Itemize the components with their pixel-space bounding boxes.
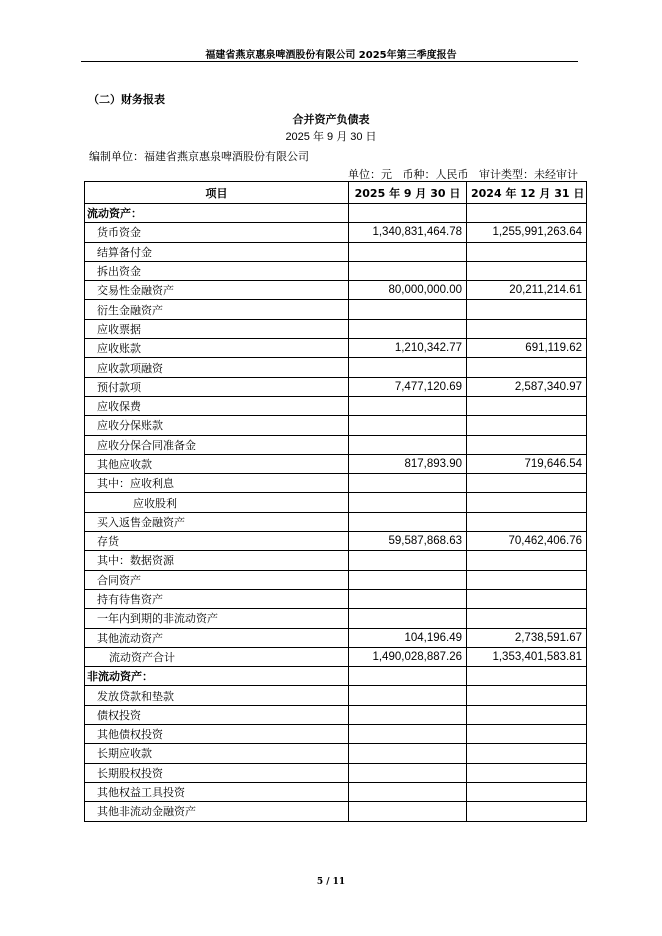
row-label: 债权投资 — [85, 705, 349, 724]
value-2024-12-31 — [467, 242, 587, 261]
table-row — [85, 319, 587, 338]
value-2025-09-30 — [349, 242, 467, 261]
value-2024-12-31: 691,119.62 — [467, 339, 587, 358]
value-2025-09-30 — [349, 763, 467, 782]
table-date: 2025 年 9 月 30 日 — [285, 131, 377, 143]
value-2025-09-30 — [349, 667, 467, 686]
table-row — [85, 223, 587, 242]
value-2025-09-30: 59,587,868.63 — [349, 532, 467, 551]
section-row — [85, 204, 587, 223]
table-row — [85, 686, 587, 705]
value-2024-12-31 — [467, 416, 587, 435]
value-2025-09-30 — [349, 474, 467, 493]
row-label: 流动资产： — [85, 204, 349, 223]
row-label: 发放贷款和垫款 — [85, 686, 349, 705]
table-row — [85, 435, 587, 454]
table-row — [85, 493, 587, 512]
row-label: 应收票据 — [85, 319, 349, 338]
value-2024-12-31 — [467, 551, 587, 570]
value-2024-12-31: 70,462,406.76 — [467, 532, 587, 551]
table-title: 合并资产负债表 — [292, 113, 370, 126]
value-2025-09-30 — [349, 725, 467, 744]
row-label: 其他非流动金融资产 — [85, 802, 349, 821]
value-2025-09-30: 1,340,831,464.78 — [349, 223, 467, 242]
value-2025-09-30: 7,477,120.69 — [349, 377, 467, 396]
column-header-item: 项目 — [85, 182, 349, 204]
table-row — [85, 551, 587, 570]
row-label: 合同资产 — [85, 570, 349, 589]
value-2025-09-30 — [349, 512, 467, 531]
table-row — [85, 763, 587, 782]
value-2025-09-30: 1,490,028,887.26 — [349, 647, 467, 666]
table-row — [85, 474, 587, 493]
value-2024-12-31 — [467, 686, 587, 705]
value-2025-09-30 — [349, 416, 467, 435]
row-label: 其中：应收利息 — [85, 474, 349, 493]
value-2024-12-31 — [467, 609, 587, 628]
row-label: 拆出资金 — [85, 261, 349, 280]
table-row — [85, 725, 587, 744]
value-2025-09-30 — [349, 204, 467, 223]
row-label: 应收分保合同准备金 — [85, 435, 349, 454]
value-2025-09-30 — [349, 396, 467, 415]
table-row — [85, 300, 587, 319]
table-row — [85, 609, 587, 628]
value-2025-09-30 — [349, 261, 467, 280]
table-row — [85, 261, 587, 280]
table-row — [85, 339, 587, 358]
value-2024-12-31 — [467, 512, 587, 531]
value-2025-09-30 — [349, 609, 467, 628]
value-2024-12-31 — [467, 725, 587, 744]
value-2025-09-30 — [349, 300, 467, 319]
value-2024-12-31: 2,587,340.97 — [467, 377, 587, 396]
row-label: 买入返售金融资产 — [85, 512, 349, 531]
value-2025-09-30 — [349, 744, 467, 763]
value-2025-09-30 — [349, 782, 467, 801]
table-row — [85, 454, 587, 473]
table-row — [85, 532, 587, 551]
value-2024-12-31 — [467, 763, 587, 782]
row-label: 应收分保账款 — [85, 416, 349, 435]
row-label: 预付款项 — [85, 377, 349, 396]
table-row — [85, 416, 587, 435]
value-2025-09-30: 80,000,000.00 — [349, 281, 467, 300]
table-row — [85, 570, 587, 589]
value-2024-12-31 — [467, 204, 587, 223]
value-2025-09-30 — [349, 493, 467, 512]
table-row — [85, 628, 587, 647]
row-label: 其他权益工具投资 — [85, 782, 349, 801]
table-row — [85, 512, 587, 531]
value-2025-09-30 — [349, 319, 467, 338]
currency-units: 单位：元 币种：人民币 审计类型：未经审计 — [348, 168, 578, 181]
row-label: 其他债权投资 — [85, 725, 349, 744]
value-2024-12-31: 1,255,991,263.64 — [467, 223, 587, 242]
table-header-row — [85, 182, 587, 204]
value-2025-09-30 — [349, 686, 467, 705]
row-label: 应收款项融资 — [85, 358, 349, 377]
value-2024-12-31: 2,738,591.67 — [467, 628, 587, 647]
compiling-unit: 编制单位：福建省燕京惠泉啤酒股份有限公司 — [89, 150, 309, 163]
row-label: 应收保费 — [85, 396, 349, 415]
value-2025-09-30 — [349, 802, 467, 821]
value-2025-09-30 — [349, 570, 467, 589]
column-header-2025-09-30: 2025 年 9 月 30 日 — [349, 182, 467, 204]
value-2024-12-31 — [467, 474, 587, 493]
table-row — [85, 744, 587, 763]
row-label: 其他应收款 — [85, 454, 349, 473]
value-2024-12-31 — [467, 261, 587, 280]
row-label: 应收股利 — [85, 493, 349, 512]
value-2025-09-30: 1,210,342.77 — [349, 339, 467, 358]
table-row — [85, 242, 587, 261]
value-2024-12-31: 1,353,401,583.81 — [467, 647, 587, 666]
row-label: 流动资产合计 — [85, 647, 349, 666]
value-2024-12-31 — [467, 319, 587, 338]
value-2025-09-30 — [349, 551, 467, 570]
row-label: 一年内到期的非流动资产 — [85, 609, 349, 628]
row-label: 长期股权投资 — [85, 763, 349, 782]
table-row — [85, 358, 587, 377]
value-2024-12-31 — [467, 300, 587, 319]
row-label: 其中：数据资源 — [85, 551, 349, 570]
row-label: 持有待售资产 — [85, 589, 349, 608]
section-title: （二）财务报表 — [88, 93, 165, 106]
row-label: 非流动资产： — [85, 667, 349, 686]
value-2024-12-31: 719,646.54 — [467, 454, 587, 473]
value-2024-12-31 — [467, 589, 587, 608]
table-row — [85, 782, 587, 801]
header-divider — [81, 61, 578, 62]
value-2025-09-30 — [349, 435, 467, 454]
value-2024-12-31 — [467, 435, 587, 454]
page-header: 福建省燕京惠泉啤酒股份有限公司 2025年第三季度报告 — [205, 50, 457, 61]
table-row — [85, 396, 587, 415]
value-2024-12-31 — [467, 493, 587, 512]
table-row — [85, 377, 587, 396]
table-row — [85, 281, 587, 300]
row-label: 长期应收款 — [85, 744, 349, 763]
row-label: 其他流动资产 — [85, 628, 349, 647]
value-2024-12-31 — [467, 667, 587, 686]
value-2024-12-31 — [467, 358, 587, 377]
row-label: 应收账款 — [85, 339, 349, 358]
balance-sheet-table — [84, 181, 587, 822]
row-label: 结算备付金 — [85, 242, 349, 261]
row-label: 存货 — [85, 532, 349, 551]
row-label: 衍生金融资产 — [85, 300, 349, 319]
value-2025-09-30 — [349, 705, 467, 724]
column-header-2024-12-31: 2024 年 12 月 31 日 — [467, 182, 587, 204]
value-2024-12-31 — [467, 570, 587, 589]
value-2025-09-30: 817,893.90 — [349, 454, 467, 473]
value-2024-12-31 — [467, 782, 587, 801]
page-number: 5 / 11 — [316, 877, 346, 887]
row-label: 货币资金 — [85, 223, 349, 242]
row-label: 交易性金融资产 — [85, 281, 349, 300]
table-row — [85, 705, 587, 724]
value-2024-12-31 — [467, 396, 587, 415]
table-row — [85, 802, 587, 821]
value-2025-09-30 — [349, 589, 467, 608]
value-2025-09-30: 104,196.49 — [349, 628, 467, 647]
value-2025-09-30 — [349, 358, 467, 377]
value-2024-12-31 — [467, 744, 587, 763]
table-row — [85, 647, 587, 666]
value-2024-12-31 — [467, 705, 587, 724]
section-row — [85, 667, 587, 686]
value-2024-12-31 — [467, 802, 587, 821]
value-2024-12-31: 20,211,214.61 — [467, 281, 587, 300]
table-row — [85, 589, 587, 608]
